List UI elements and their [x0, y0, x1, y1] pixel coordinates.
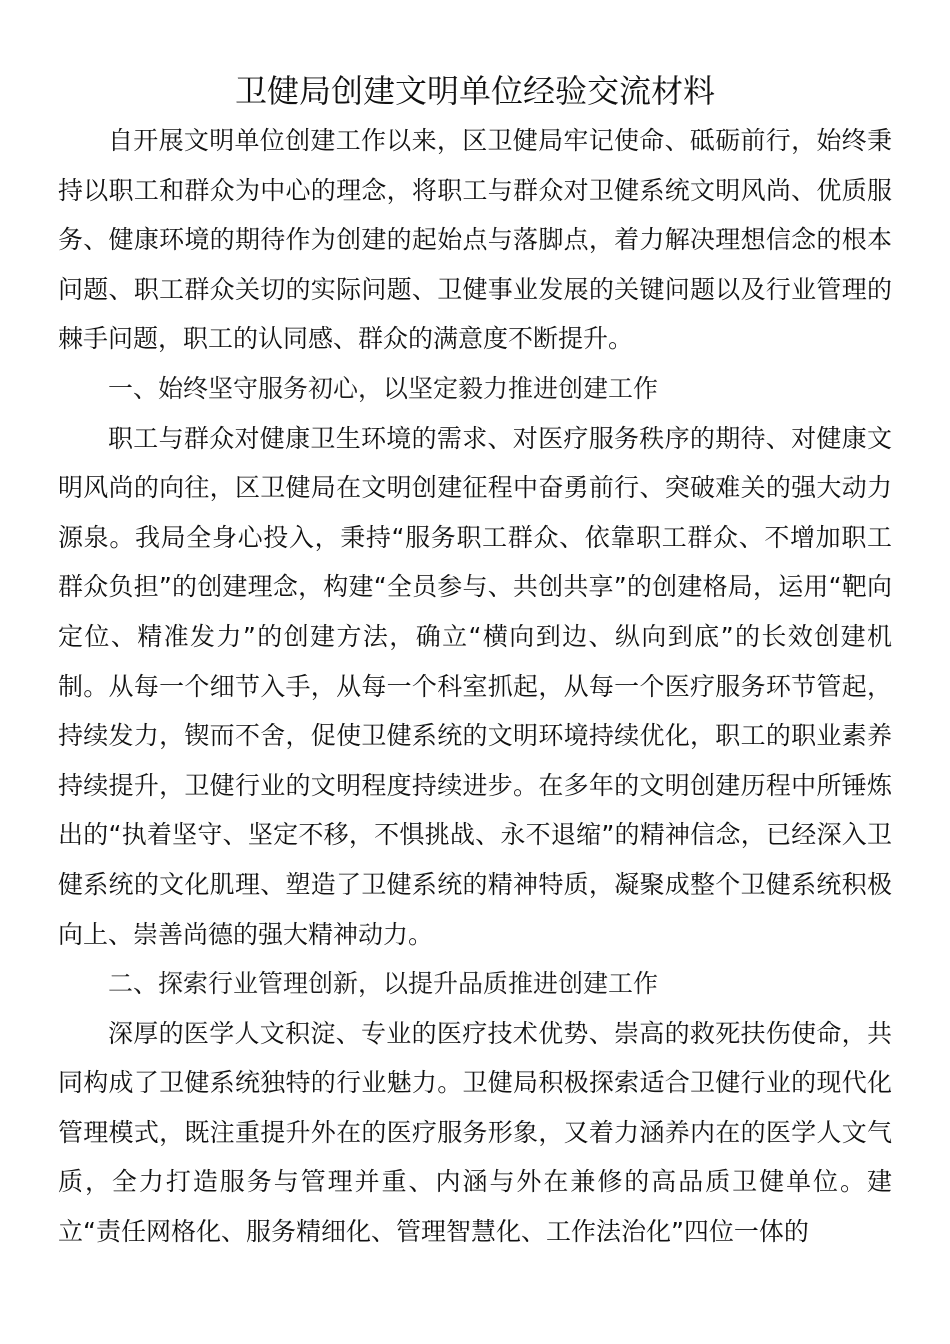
intro-paragraph: 自开展文明单位创建工作以来，区卫健局牢记使命、砥砺前行，始终秉持以职工和群众为中心的理念，将职工与群众对卫健系统文明风尚、优质服务、健康环境的期待作为创建的起始点与落脚点，着力解决理想信念的根本问题、职工群众关切的实际问题、卫健事业发展的关键问题以及行业管理的棘手问题，职工的认同感、群众的满意度不断提升。	[58, 126, 892, 354]
section-2-heading: 二、探索行业管理创新，以提升品质推进创建工作	[108, 969, 659, 999]
document-title: 卫健局创建文明单位经验交流材料	[234, 72, 715, 110]
section-2-paragraph: 深厚的医学人文积淀、专业的医疗技术优势、崇高的救死扶伤使命，共同构成了卫健系统独特的行业魅力。卫健局积极探索适合卫健行业的现代化管理模式，既注重提升外在的医疗服务形象，又着力涵养内在的医学人文气质，全力打造服务与管理并重、内涵与外在兼修的高品质卫健单位。建立“责任网格化、服务精细化、管理智慧化、工作法治化”四位一体的	[58, 1018, 892, 1247]
section-1-paragraph: 职工与群众对健康卫生环境的需求、对医疗服务秩序的期待、对健康文明风尚的向往，区卫健局在文明创建征程中奋勇前行、突破难关的强大动力源泉。我局全身心投入，秉持“服务职工群众、依靠职工群众、不增加职工群众负担”的创建理念，构建“全员参与、共创共享”的创建格局，运用“靶向定位、精准发力”的创建方法，确立“横向到边、纵向到底”的长效创建机制。从每一个细节入手，从每一个科室抓起，从每一个医疗服务环节管起，持续发力，锲而不舍，促使卫健系统的文明环境持续优化，职工的职业素养持续提升，卫健行业的文明程度持续进步。在多年的文明创建历程中所锤炼出的“执着坚守、坚定不移，不惧挑战、永不退缩”的精神信念，已经深入卫健系统的文化肌理、塑造了卫健系统的精神特质，凝聚成整个卫健系统积极向上、崇善尚德的强大精神动力。	[58, 423, 892, 949]
section-1-heading: 一、始终坚守服务初心，以坚定毅力推进创建工作	[108, 373, 659, 403]
